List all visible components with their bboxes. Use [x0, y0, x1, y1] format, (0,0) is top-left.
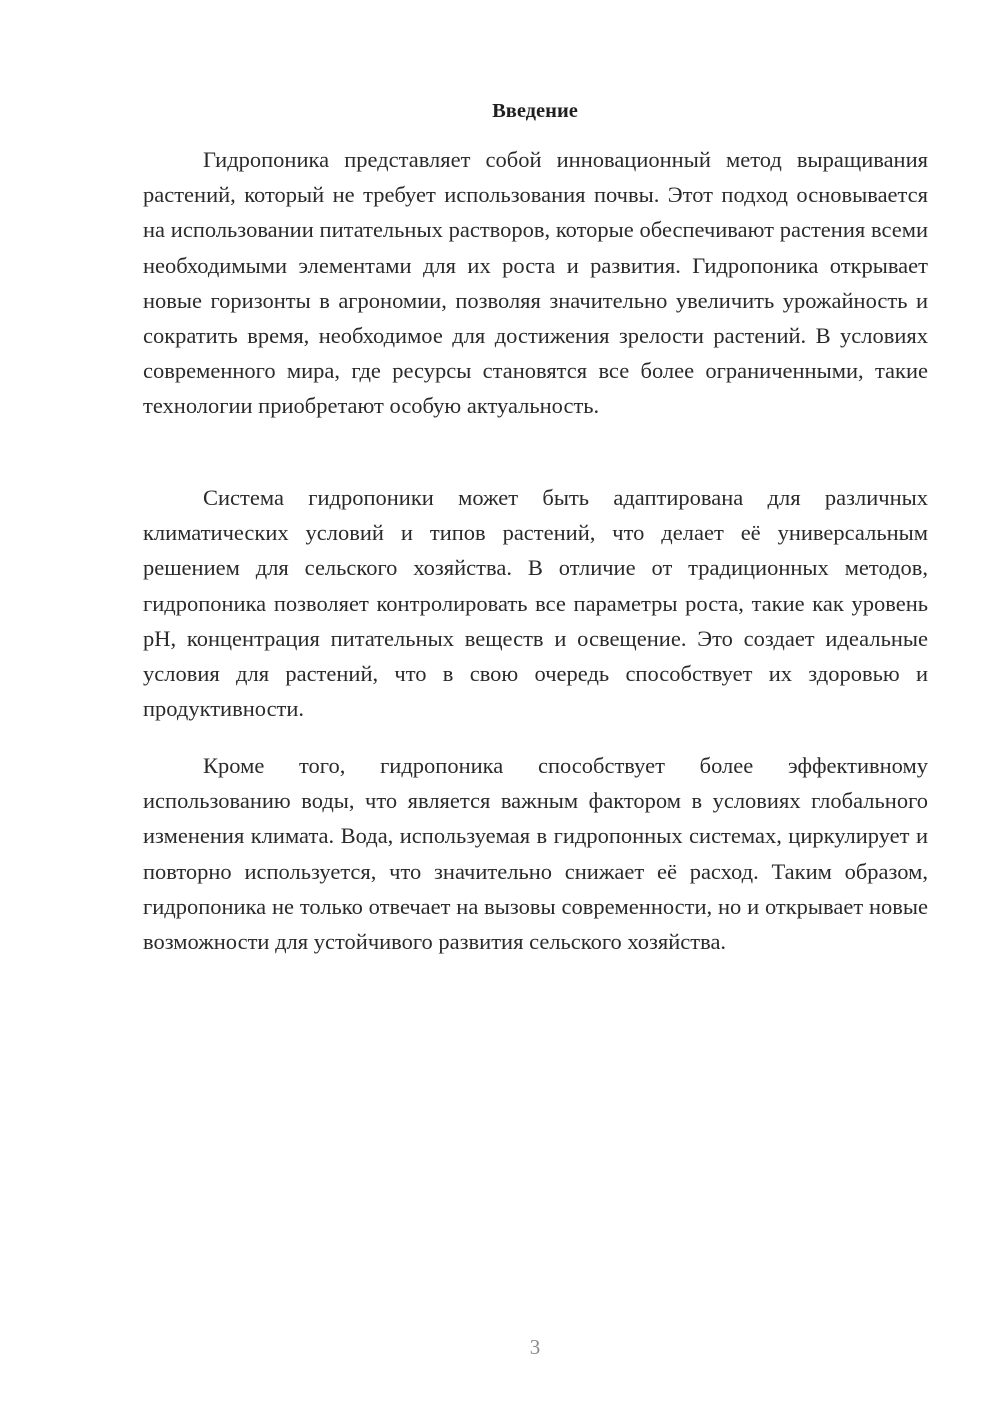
paragraph-1: Гидропоника представляет собой инновационный метод выращивания растений, который не требует использования почвы. Этот подход основывается на использовании питательных растворов, которые обеспечивают растения всеми необходимыми элементами для их роста и развития. Гидропоника открывает новые горизонты в агрономии, позволяя значительно увеличить урожайность и сократить время, необходимое для достижения зрелости растений. В условиях современного мира, где ресурсы становятся все более ограниченными, такие технологии приобретают особую актуальность. [143, 147, 928, 419]
section-heading: Введение [492, 100, 578, 122]
paragraph-2: Система гидропоники может быть адаптирована для различных климатических условий и типов растений, что делает её универсальным решением для сельского хозяйства. В отличие от традиционных методов, гидропоника позволяет контролировать все параметры роста, такие как уровень pH, концентрация питательных веществ и освещение. Это создает идеальные условия для растений, что в свою очередь способствует их здоровью и продуктивности. [143, 485, 928, 722]
paragraph-3: Кроме того, гидропоника способствует более эффективному использованию воды, что является важным фактором в условиях глобального изменения климата. Вода, используемая в гидропонных системах, циркулирует и повторно используется, что значительно снижает её расход. Таким образом, гидропоника не только отвечает на вызовы современности, но и открывает новые возможности для устойчивого развития сельского хозяйства. [143, 753, 928, 955]
page-number: 3 [529, 1335, 541, 1359]
